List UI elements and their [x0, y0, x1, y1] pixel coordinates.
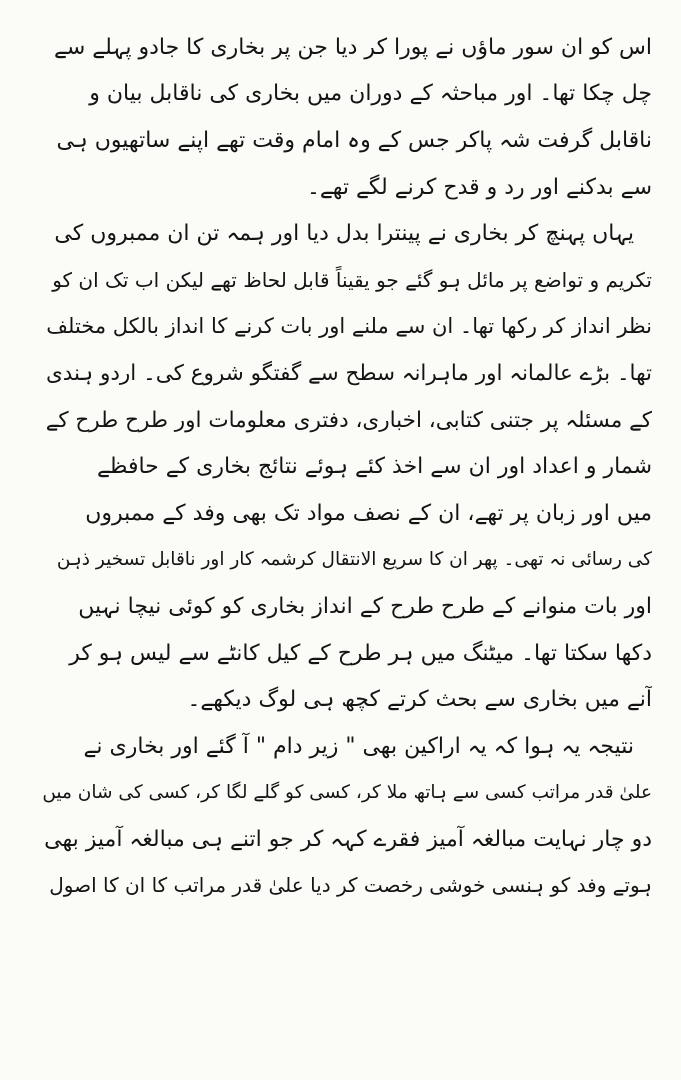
text-line: ناقابل گرفت شہ پاکر جس کے وہ امام وقت تھے اپنے ساتھیوں ہی [56, 127, 652, 153]
body-text [42, 24, 652, 909]
text-line: کے مسئلہ پر جتنی کتابی، اخباری، دفتری معلومات اور طرح طرح کے [45, 407, 652, 433]
text-line: میں اور زبان پر تھے، ان کے نصف مواد تک بھی وفد کے ممبروں [85, 500, 652, 526]
text-line: ہوتے وفد کو ہنسی خوشی رخصت کر دیا علیٰ قدر مراتب کا ان کا اصول [49, 873, 652, 898]
text-line: شمار و اعداد اور ان سے اخذ کئے ہوئے نتائج بخاری کے حافظے [97, 454, 652, 480]
text-line: اور بات منوانے کے طرح طرح کے انداز بخاری کو کوئی نیچا نہیں [78, 593, 652, 619]
text-line: اس کو ان سور ماؤں نے پورا کر دیا جن پر بخاری کا جادو پہلے سے [53, 34, 652, 60]
text-line: نظر انداز کر رکھا تھا۔ ان سے ملنے اور بات کرنے کا انداز بالکل مختلف [46, 314, 652, 339]
text-line: تکریم و تواضع پر مائل ہو گئے جو یقیناً قابل لحاظ تھے لیکن اب تک ان کو [52, 267, 652, 292]
text-line: تھا۔ بڑے عالمانہ اور ماہرانہ سطح سے گفتگو شروع کی۔ اردو ہندی [45, 360, 652, 386]
text-line: کی رسائی نہ تھی۔ پھر ان کا سریع الانتقال کرشمہ کار اور ناقابل تسخیر ذہن [56, 549, 652, 571]
text-line: چل چکا تھا۔ اور مباحثہ کے دوران میں بخاری کی ناقابل بیان و [89, 81, 652, 107]
text-line: نتیجہ یہ ہوا کہ یہ اراکین بھی " زیر دام " آ گئے اور بخاری نے [83, 733, 634, 759]
text-line: آنے میں بخاری سے بحث کرتے کچھ ہی لوگ دیکھے۔ [187, 687, 652, 713]
text-line: سے بدکنے اور رد و قدح کرنے لگے تھے۔ [306, 174, 652, 200]
text-line: علیٰ قدر مراتب کسی سے ہاتھ ملا کر، کسی کو گلے لگا کر، کسی کی شان میں [42, 782, 652, 804]
text-line: دو چار نہایت مبالغہ آمیز فقرے کہہ کر جو اتنے ہی مبالغہ آمیز بھی [44, 826, 652, 852]
text-line: یہاں پہنچ کر بخاری نے پینترا بدل دیا اور ہمہ تن ان ممبروں کی [54, 221, 634, 247]
text-line: دکھا سکتا تھا۔ میٹنگ میں ہر طرح کے کیل کانٹے سے لیس ہو کر [69, 640, 652, 666]
